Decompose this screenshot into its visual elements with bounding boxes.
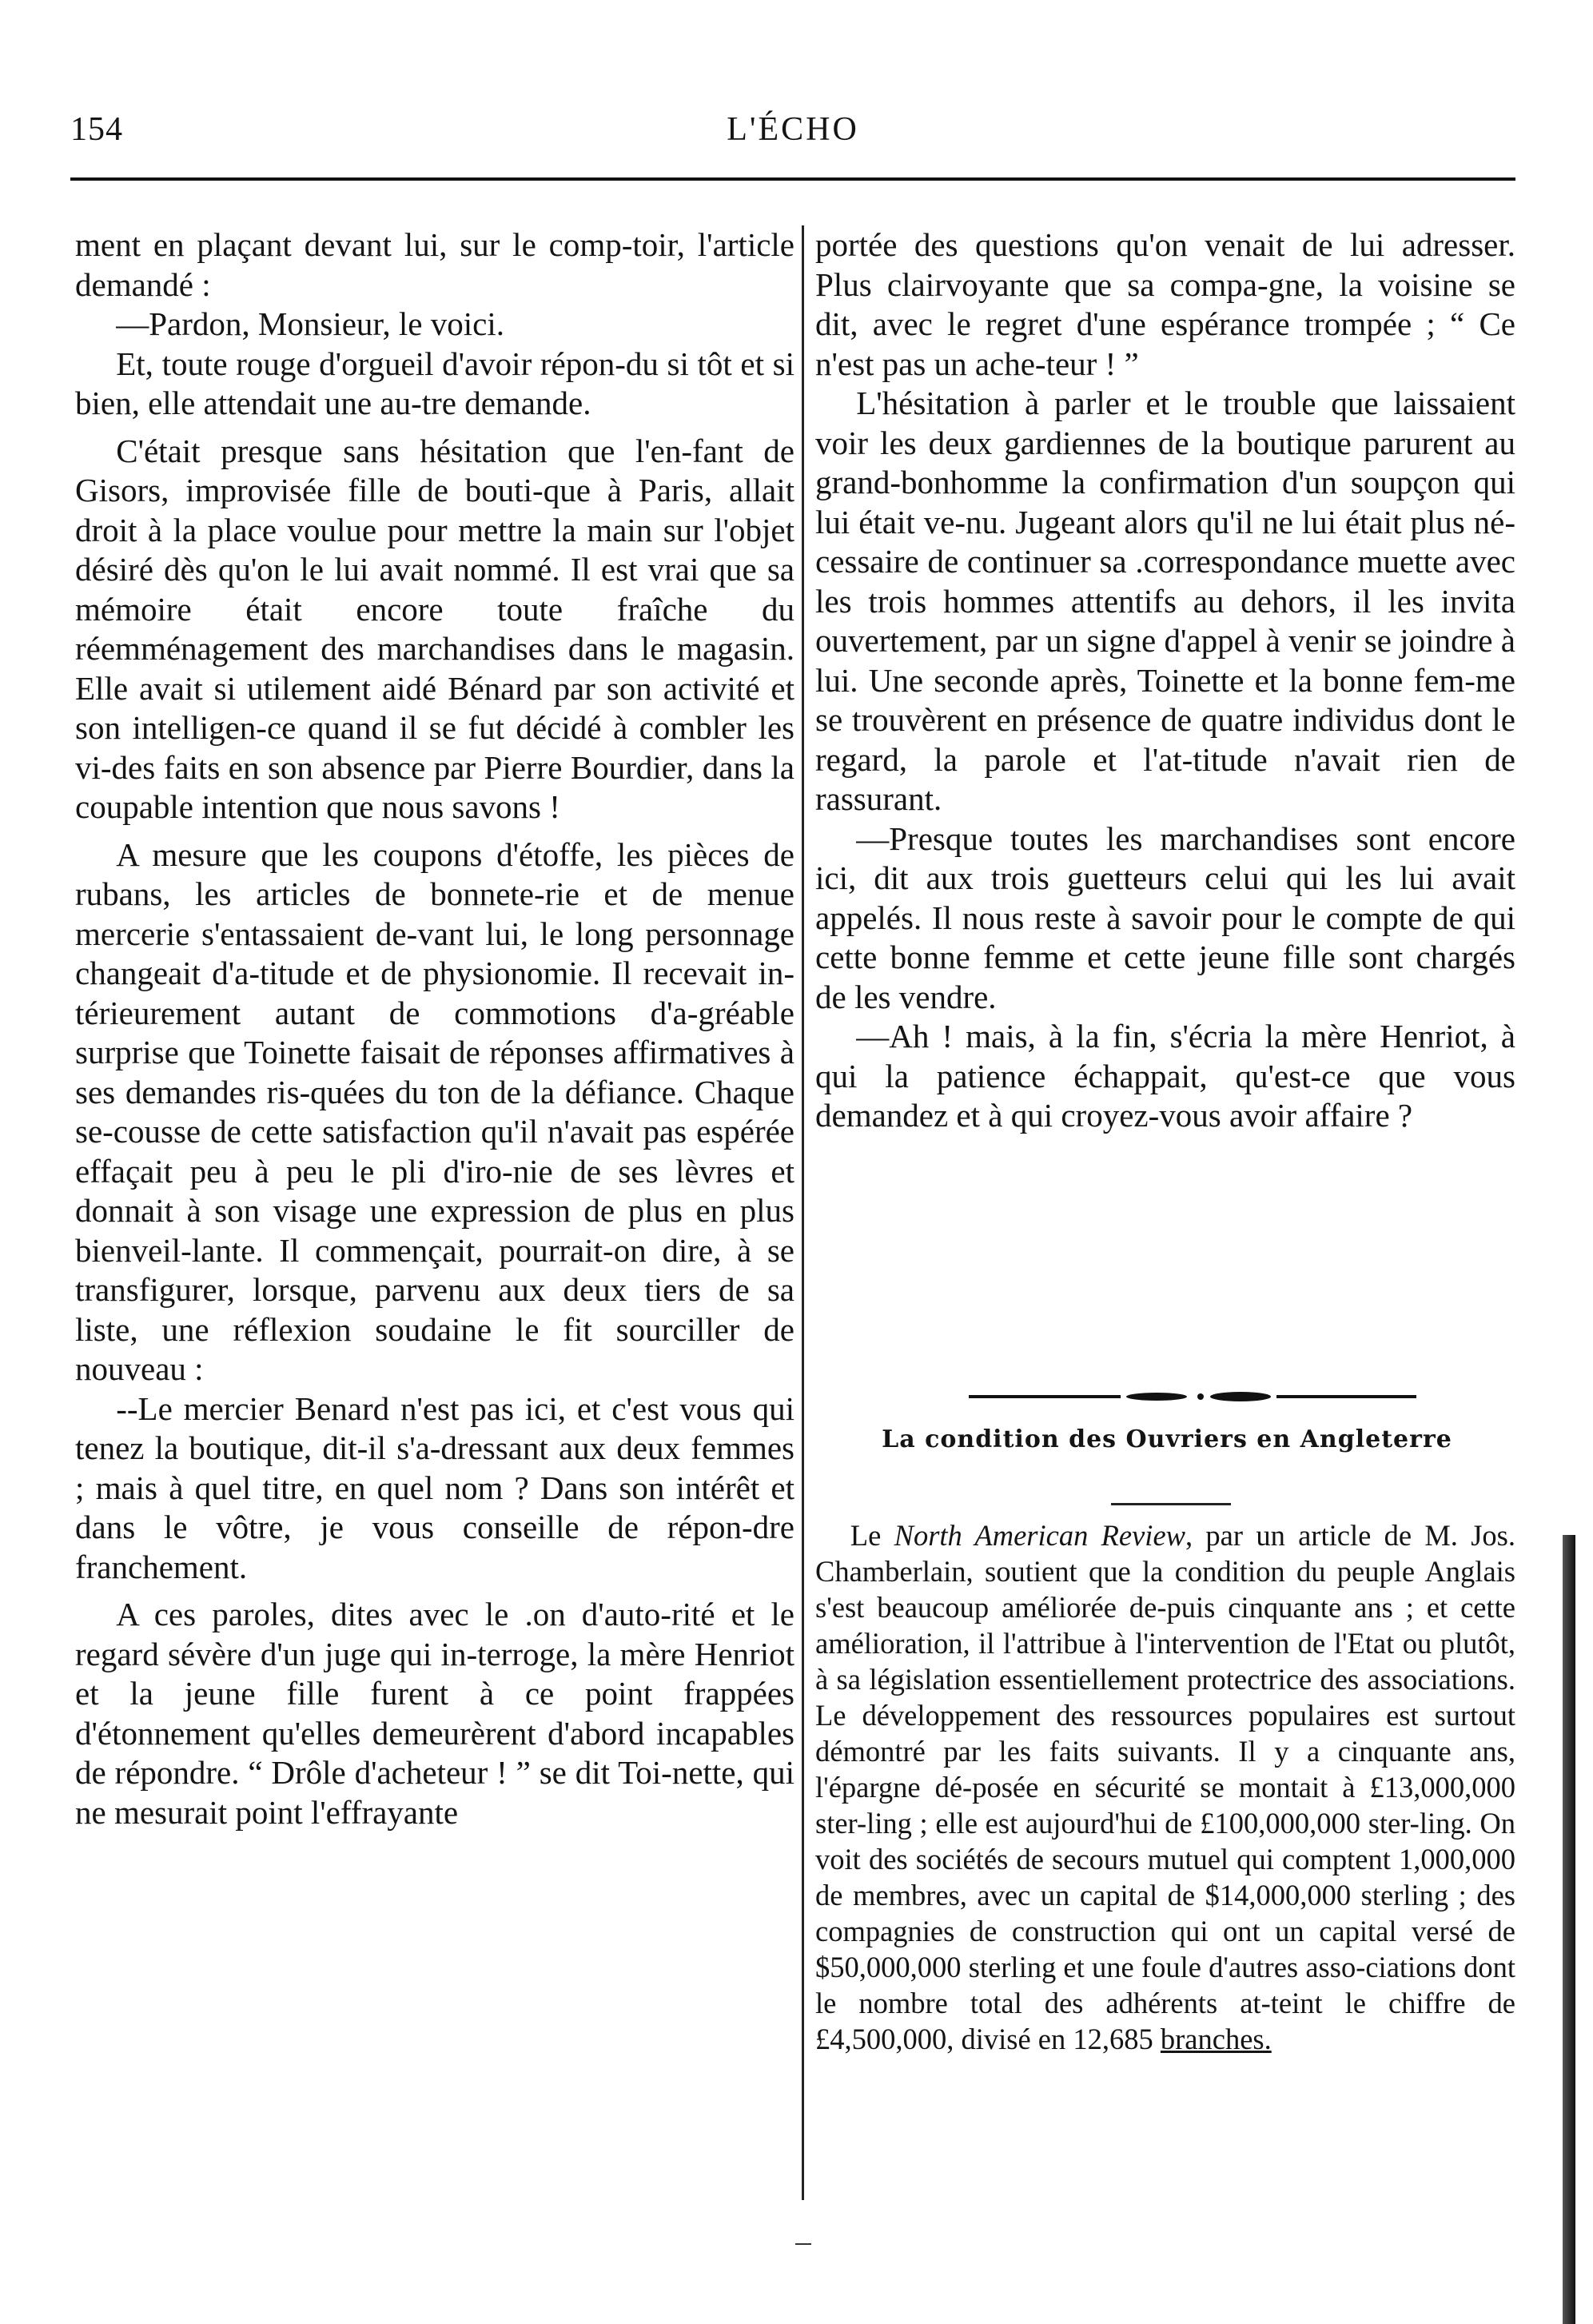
page-edge-shadow [1563, 1535, 1575, 2324]
journal-name: North American Review [894, 1519, 1185, 1552]
column-divider [802, 225, 804, 2200]
paragraph: ment en plaçant devant lui, sur le comp-toir, l'article demandé : [75, 226, 795, 303]
section-ornament [969, 1389, 1416, 1404]
right-column [815, 225, 1515, 1136]
paragraph: —Pardon, Monsieur, le voici. [116, 305, 504, 342]
running-title: L'ÉCHO [727, 111, 859, 148]
paragraph: —Presque toutes les marchandises sont encore ici, dit aux trois guetteurs celui qui les lui avait appelés. Il nous reste à savoir pour le compte de qui cette bonne femme et cette jeune fille sont chargés de les vendre. [815, 819, 1515, 1015]
paragraph: Et, toute rouge d'orgueil d'avoir répon-du si tôt et si bien, elle attendait une au-tre demande. [75, 345, 795, 421]
article-paragraph [815, 1517, 1515, 2057]
bottom-mark [795, 2243, 811, 2245]
left-column [75, 225, 795, 1832]
article-text: , par un article de M. Jos. Chamberlain, soutient que la condition du peuple Anglais s'est beaucoup améliorée de-puis cinquante ans ; et cette amélioration, il l'attribue à l'intervention de l'Etat ou plutôt, à sa législation essentiellement protectrice des associations. Le développement des ressources populaires est surtout démontré par les faits suivants. Il y a cinquante ans, l'épargne dé-posée en sécurité se montait à £13,000,000 ster-ling ; elle est aujourd'hui de £100,000,000 ster-ling. On voit des sociétés de secours mutuel qui comptent 1,000,000 de membres, avec un capital de $14,000,000 sterling ; des compagnies de construction qui ont un capital versé de $50,000,000 sterling et une foule d'autres asso-ciations dont le nombre total des adhérents at-teint le chiffre de £4,500,000, divisé en 12,685 [815, 1519, 1515, 2055]
paragraph: A mesure que les coupons d'étoffe, les pièces de rubans, les articles de bonnete-rie et de menue mercerie s'entassaient de-vant lui, le long personnage changeait d'a-titude et de physionomie. Il recevait in-térieurement autant de commotions d'a-gréable surprise que Toinette faisait de réponses affirmatives à ses demandes ris-quées du ton de la défiance. Chaque se-cousse de cette satisfaction qu'il n'avait pas espérée effaçait peu à peu le pli d'iro-nie de ses lèvres et donnait à son visage une expression de plus en plus bienveil-lante. Il commençait, pourrait-on dire, à se transfigurer, lorsque, parvenu aux deux tiers de sa liste, une réflexion soudaine le fit sourciller de nouveau : [75, 835, 795, 1387]
paragraph: —Ah ! mais, à la fin, s'écria la mère Henriot, à qui la patience échappait, qu'est-ce que vous demandez et à qui croyez-vous avoir affaire ? [815, 1018, 1515, 1134]
article-body [815, 1517, 1515, 2057]
page-number: 154 [70, 111, 123, 148]
paragraph: C'était presque sans hésitation que l'en-fant de Gisors, improvisée fille de bouti-que à Paris, allait droit à la place voulue pour mettre la main sur l'objet désiré dès qu'on le lui avait nommé. Il est vrai que sa mémoire était encore toute fraîche du réemménagement des marchandises dans le magasin. Elle avait si utilement aidé Bénard par son activité et son intelligen-ce quand il se fut décidé à combler les vi-des faits en son absence par Pierre Bourdier, dans la coupable intention que nous savons ! [75, 432, 795, 825]
title-rule [1111, 1503, 1231, 1505]
header-rule [70, 177, 1515, 181]
paragraph: portée des questions qu'on venait de lui adresser. Plus clairvoyante que sa compa-gne, la voisine se dit, avec le regret d'une espérance trompée ; “ Ce n'est pas un ache-teur ! ” [815, 226, 1515, 382]
paragraph: --Le mercier Benard n'est pas ici, et c'est vous qui tenez la boutique, dit-il s'a-dressant aux deux femmes ; mais à quel titre, en quel nom ? Dans son intérêt et dans le vôtre, je vous conseille de répon-dre franchement. [75, 1389, 795, 1585]
page-header [70, 110, 1515, 166]
paragraph: L'hésitation à parler et le trouble que laissaient voir les deux gardiennes de la boutique parurent au grand-bonhomme la confirmation d'un soupçon qui lui était ve-nu. Jugeant alors qu'il ne lui était plus né-cessaire de continuer sa .correspondance muette avec les trois hommes attentifs au dehors, il les invita ouvertement, par un signe d'appel à venir se joindre à lui. Une seconde après, Toinette et la bonne fem-me se trouvèrent en présence de quatre individus dont le regard, la parole et l'at-titude n'avait rien de rassurant. [815, 385, 1515, 817]
paragraph: A ces paroles, dites avec le .on d'auto-rité et le regard sévère d'un juge qui in-terroge, la mère Henriot et la jeune fille furent à ce point frappées d'étonnement qu'elles demeurèrent d'abord incapables de répondre. “ Drôle d'acheteur ! ” se dit Toi-nette, qui ne mesurait point l'effrayante [75, 1596, 795, 1831]
article-title: La condition des Ouvriers en Angleterre [882, 1425, 1452, 1453]
article-last-word: branches. [1160, 2023, 1272, 2055]
article-intro: Le [850, 1519, 894, 1552]
